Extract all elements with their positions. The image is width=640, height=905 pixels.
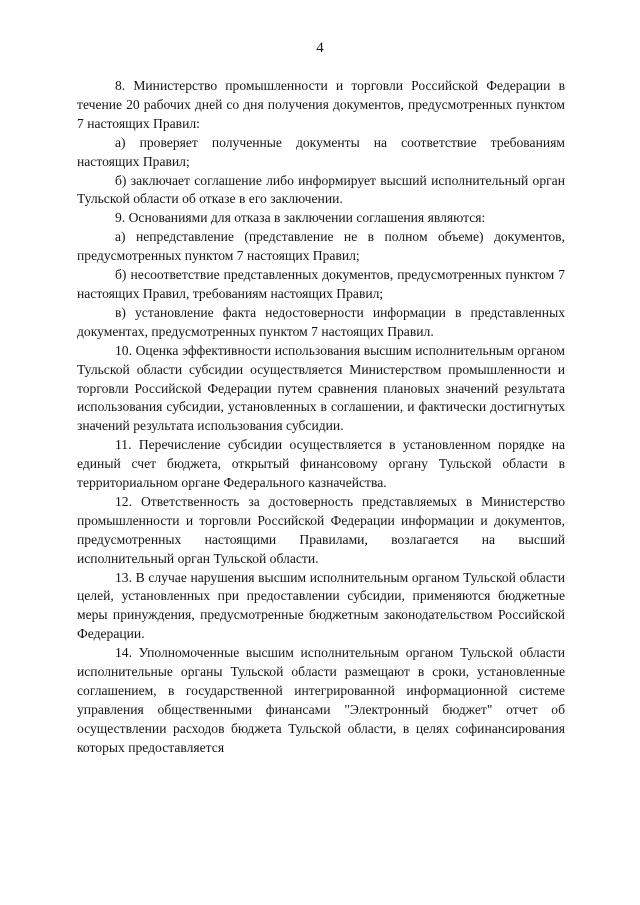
document-body (77, 77, 565, 758)
paragraph-13: 13. В случае нарушения высшим исполнительным органом Тульской области целей, установленных при предоставлении субсидии, применяются бюджетные меры принуждения, предусмотренные бюджетным законодательством Российской Федерации. (77, 569, 565, 642)
paragraph-9b: б) несоответствие представленных документов, предусмотренных пунктом 7 настоящих Правил, требованиям настоящих Правил; (77, 267, 565, 301)
paragraph-8: 8. Министерство промышленности и торговли Российской Федерации в течение 20 рабочих дней со дня получения документов, предусмотренных пунктом 7 настоящих Правил: (77, 78, 565, 131)
paragraph-9c: в) установление факта недостоверности информации в представленных документах, предусмотренных пунктом 7 настоящих Правил. (77, 304, 565, 339)
page-number: 4 (316, 40, 324, 56)
paragraph-9: 9. Основаниями для отказа в заключении соглашения являются: (115, 210, 486, 226)
paragraph-10: 10. Оценка эффективности использования высшим исполнительным органом Тульской области субсидии осуществляется Министерством промышленности и торговли Российской Федерации путем сравнения плановых значений результата использования субсидии, установленных в соглашении, и фактически достигнутых значений результата использования субсидии. (77, 342, 565, 434)
paragraph-11: 11. Перечисление субсидии осуществляется в установленном порядке на единый счет бюджета, открытый финансовому органу Тульской области в территориальном органе Федерального казначейства. (77, 437, 565, 491)
paragraph-9a: а) непредставление (представление не в полном объеме) документов, предусмотренных пунктом 7 настоящих Правил; (77, 229, 565, 264)
paragraph-12: 12. Ответственность за достоверность представляемых в Министерство промышленности и торговли Российской Федерации информации и документов, предусмотренных настоящими Правилами, возлагается на высший исполнительный орган Тульской области. (77, 493, 565, 566)
paragraph-14: 14. Уполномоченные высшим исполнительным органом Тульской области исполнительные органы Тульской области размещают в сроки, установленные соглашением, в государственной интегрированной информационной системе управления общественными финансами "Электронный бюджет" отчет об осуществлении расходов бюджета Тульской области, в целях софинансирования которых предоставляется (77, 645, 565, 755)
paragraph-8b: б) заключает соглашение либо информирует высший исполнительный орган Тульской области об отказе в его заключении. (77, 172, 565, 207)
paragraph-8a: а) проверяет полученные документы на соответствие требованиям настоящих Правил; (77, 134, 565, 169)
